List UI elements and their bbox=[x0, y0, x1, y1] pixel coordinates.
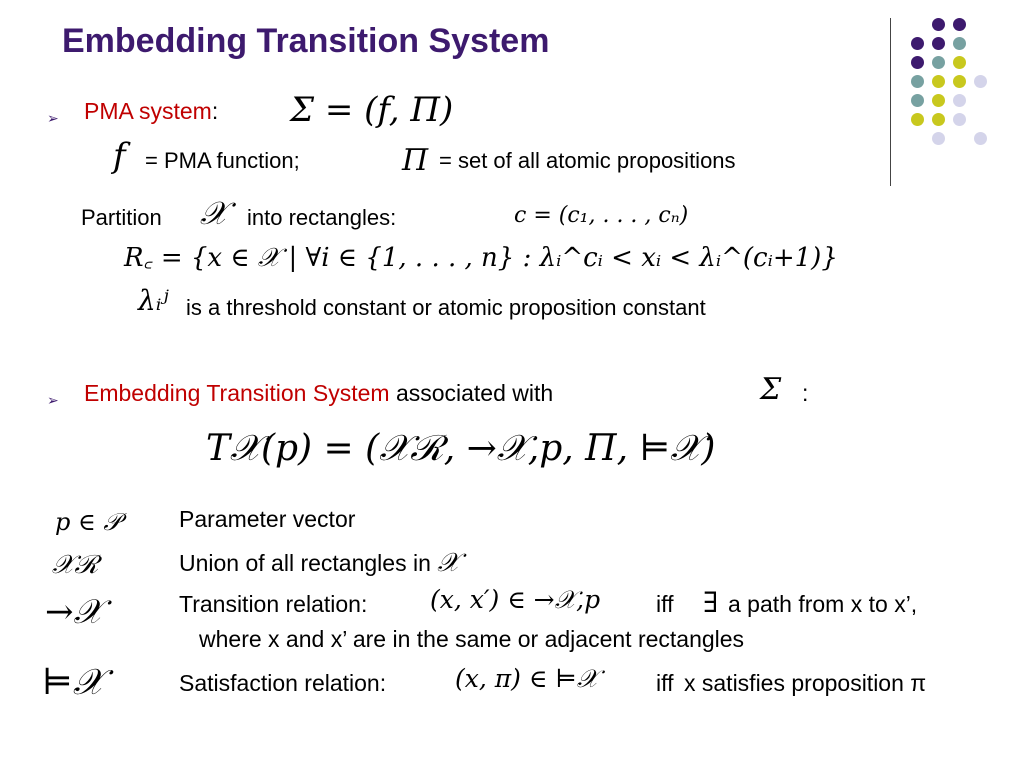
rect-union-text: Union of all rectangles in bbox=[179, 550, 431, 576]
ets-line bbox=[84, 380, 553, 407]
transition-math: (x, x′) ∈ →𝒳,p bbox=[430, 585, 601, 614]
pma-colon: : bbox=[211, 98, 219, 124]
decorative-dot bbox=[911, 56, 924, 69]
decorative-dot bbox=[911, 113, 924, 126]
pma-formula: Σ = (f, Π) bbox=[290, 90, 454, 130]
transition-label: Transition relation: bbox=[179, 591, 368, 617]
decorative-dot bbox=[932, 94, 945, 107]
param-description: Parameter vector bbox=[179, 506, 356, 532]
transition-path: a path from x to x’, bbox=[728, 591, 918, 617]
decorative-dot bbox=[932, 132, 945, 145]
rect-union-description bbox=[179, 548, 460, 579]
lambda-description: is a threshold constant or atomic proposition constant bbox=[186, 295, 706, 320]
pma-line bbox=[84, 98, 218, 125]
rect-union-symbol: 𝒳ℛ bbox=[52, 550, 99, 580]
satisfaction-math: (x, π) ∈ ⊨𝒳 bbox=[455, 664, 599, 693]
title-divider bbox=[890, 18, 891, 186]
ets-label: Embedding Transition System bbox=[84, 380, 390, 406]
bullet-icon: ➢ bbox=[47, 110, 59, 126]
transition-symbol: →𝒳 bbox=[45, 592, 103, 632]
transition-where: where x and x’ are in the same or adjacent rectangles bbox=[199, 626, 745, 652]
satisfaction-rest: x satisfies proposition π bbox=[684, 670, 927, 696]
decorative-dot bbox=[953, 94, 966, 107]
decorative-dot bbox=[932, 56, 945, 69]
f-symbol: f bbox=[113, 136, 126, 176]
decorative-dot bbox=[953, 75, 966, 88]
satisfaction-symbol: ⊨𝒳 bbox=[42, 662, 104, 703]
decorative-dot bbox=[911, 75, 924, 88]
partition-space-symbol: 𝒳 bbox=[200, 194, 228, 232]
pi-description: = set of all atomic propositions bbox=[439, 148, 736, 173]
ets-colon: : bbox=[802, 380, 809, 406]
decorative-dot bbox=[953, 37, 966, 50]
rect-union-space: 𝒳 bbox=[437, 548, 460, 578]
partition-rest: into rectangles: bbox=[247, 205, 397, 230]
decorative-dot bbox=[953, 113, 966, 126]
decorative-dot bbox=[932, 37, 945, 50]
partition-word: Partition bbox=[81, 205, 162, 230]
decorative-dot bbox=[974, 132, 987, 145]
decorative-dot bbox=[932, 75, 945, 88]
bullet-icon: ➢ bbox=[47, 392, 59, 408]
slide-title: Embedding Transition System bbox=[62, 22, 550, 60]
pma-system-label: PMA system bbox=[84, 98, 212, 124]
exists-symbol: ∃ bbox=[703, 586, 719, 619]
ets-sigma: Σ bbox=[760, 372, 782, 407]
decorative-dot bbox=[953, 18, 966, 31]
satisfaction-label: Satisfaction relation: bbox=[179, 670, 387, 696]
decorative-dot bbox=[932, 113, 945, 126]
rectangle-definition: R꜀ = {x ∈ 𝒳 | ∀i ∈ {1, . . . , n} : λᵢ^cᵢ < xᵢ < λᵢ^(cᵢ+1)} bbox=[124, 243, 838, 273]
decorative-dot bbox=[911, 37, 924, 50]
ets-associated-with: associated with bbox=[395, 380, 554, 406]
decorative-dot bbox=[932, 18, 945, 31]
pi-symbol: Π bbox=[402, 143, 429, 178]
param-symbol: p ∈ 𝒫 bbox=[55, 508, 121, 536]
satisfaction-iff: iff bbox=[656, 670, 674, 696]
decorative-dot bbox=[953, 56, 966, 69]
ets-formula: T𝒳(p) = (𝒳ℛ, →𝒳,p, Π, ⊨𝒳) bbox=[206, 428, 716, 469]
decorative-dot bbox=[911, 94, 924, 107]
lambda-symbol: λᵢʲ bbox=[138, 284, 169, 317]
c-definition: c = (c₁, . . . , cₙ) bbox=[514, 203, 689, 228]
transition-iff: iff bbox=[656, 591, 674, 617]
decorative-dot bbox=[974, 75, 987, 88]
f-description: = PMA function; bbox=[145, 148, 300, 173]
